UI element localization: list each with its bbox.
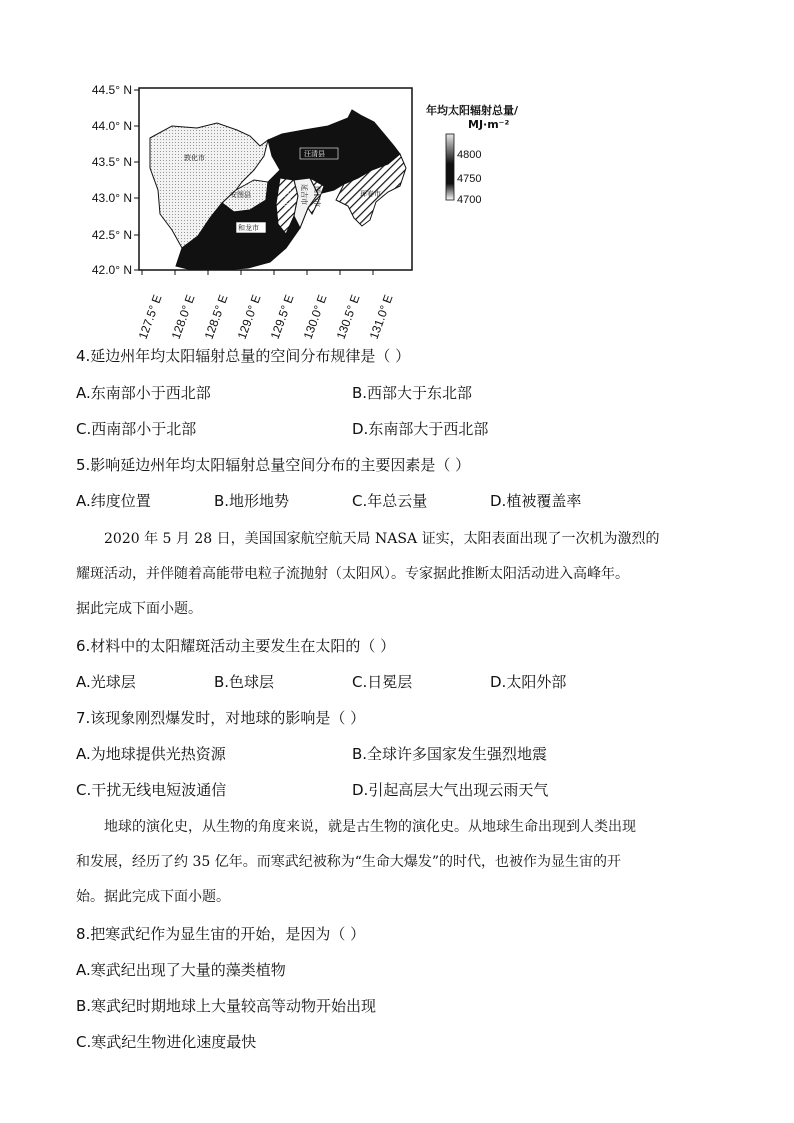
question-6-stem: 6.材料中的太阳耀斑活动主要发生在太阳的（ ） xyxy=(76,637,396,655)
region-label-antu: 安图县 xyxy=(230,191,251,199)
legend-value: 4800 xyxy=(457,149,482,161)
passage-2-line-1: 地球的演化史，从生物的角度来说，就是古生物的演化史。从地球生命出现到人类出现 xyxy=(104,819,636,835)
lat-label: 44.0° N xyxy=(91,119,132,133)
question-5-stem: 5.影响延边州年均太阳辐射总量空间分布的主要因素是（ ） xyxy=(76,456,471,474)
legend-color-bar xyxy=(446,134,454,200)
passage-2-line-3: 始。据此完成下面小题。 xyxy=(76,889,230,905)
question-7-option-b: B.全球许多国家发生强烈地震 xyxy=(352,745,548,763)
question-4-option-b: B.西部大于东北部 xyxy=(352,384,473,402)
question-5-option-a: A.纬度位置 xyxy=(76,492,151,510)
lat-label: 43.0° N xyxy=(91,191,132,205)
yanbian-solar-radiation-map xyxy=(72,78,532,348)
lon-label: 129.0° E xyxy=(234,292,264,342)
lon-label: 127.5° E xyxy=(135,292,165,342)
lat-label: 44.5° N xyxy=(91,83,132,97)
region-label-wangqing: 汪清县 xyxy=(304,150,325,158)
passage-1-line-2: 耀斑活动，并伴随着高能带电粒子流抛射（太阳风）。专家据此推断太阳活动进入高峰年。 xyxy=(76,566,629,582)
question-7-option-c: C.干扰无线电短波通信 xyxy=(76,781,227,799)
question-5-option-d: D.植被覆盖率 xyxy=(490,492,582,510)
question-8-stem: 8.把寒武纪作为显生宙的开始，是因为（ ） xyxy=(76,925,366,943)
region-label-tumen: 图们市 xyxy=(313,186,321,207)
passage-2-line-2: 和发展，经历了约 35 亿年。而寒武纪被称为“生命大爆发”的时代，也被作为显生宙的开 xyxy=(76,854,622,870)
region-label-yanji: 延吉市 xyxy=(300,184,308,205)
question-4-option-d: D.东南部大于西北部 xyxy=(352,420,489,438)
lat-label: 42.5° N xyxy=(91,228,132,242)
question-8-option-b: B.寒武纪时期地球上大量较高等动物开始出现 xyxy=(76,997,377,1015)
lat-label: 42.0° N xyxy=(91,263,132,277)
question-7-stem: 7.该现象刚烈爆发时，对地球的影响是（ ） xyxy=(76,709,366,727)
lat-label: 43.5° N xyxy=(91,155,132,169)
region-label-longjing: 龙井市 xyxy=(283,188,291,209)
region-label-dunhua: 敦化市 xyxy=(184,154,205,162)
passage-1-line-1: 2020 年 5 月 28 日，美国国家航空航天局 NASA 证实，太阳表面出现了一次机为激烈的 xyxy=(104,531,660,547)
question-4-option-a: A.东南部小于西北部 xyxy=(76,384,211,402)
question-5-option-c: C.年总云量 xyxy=(352,492,428,510)
lon-label: 130.5° E xyxy=(333,292,363,342)
question-4-stem: 4.延边州年均太阳辐射总量的空间分布规律是（ ） xyxy=(76,347,411,365)
question-7-option-a: A.为地球提供光热资源 xyxy=(76,745,226,763)
lon-label: 128.0° E xyxy=(168,292,198,342)
question-5-option-b: B.地形地势 xyxy=(214,492,290,510)
legend-unit: MJ·m⁻² xyxy=(468,118,510,131)
legend-title: 年均太阳辐射总量/ xyxy=(426,104,519,117)
lon-label: 131.0° E xyxy=(366,292,396,342)
lon-label: 129.5° E xyxy=(267,292,297,342)
passage-1-line-3: 据此完成下面小题。 xyxy=(76,601,202,617)
region-label-hunchun: 珲春市 xyxy=(360,190,381,198)
lon-label: 130.0° E xyxy=(300,292,330,342)
question-6-option-a: A.光球层 xyxy=(76,673,136,691)
legend-value: 4750 xyxy=(457,173,482,185)
legend-value: 4700 xyxy=(457,194,482,206)
question-6-option-b: B.色球层 xyxy=(214,673,275,691)
question-6-option-d: D.太阳外部 xyxy=(490,673,567,691)
question-8-option-a: A.寒武纪出现了大量的藻类植物 xyxy=(76,961,286,979)
question-8-option-c: C.寒武纪生物进化速度最快 xyxy=(76,1033,257,1051)
question-6-option-c: C.日冕层 xyxy=(352,673,413,691)
question-4-option-c: C.西南部小于北部 xyxy=(76,420,197,438)
region-label-helong: 和龙市 xyxy=(238,224,259,232)
lon-label: 128.5° E xyxy=(201,292,231,342)
question-7-option-d: D.引起高层大气出现云雨天气 xyxy=(352,781,549,799)
